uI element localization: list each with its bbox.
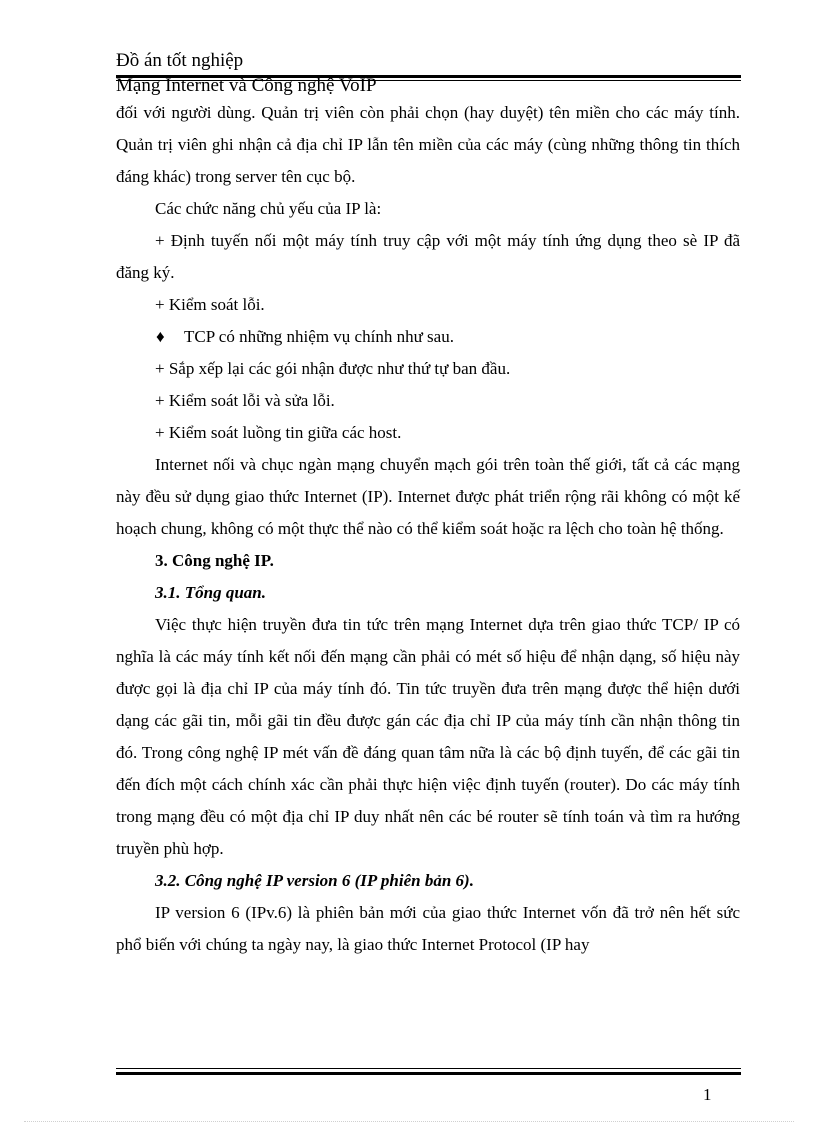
page-number: 1	[703, 1085, 712, 1104]
page-edge-divider	[24, 1121, 794, 1122]
paragraph: + Kiểm soát lỗi.	[155, 295, 265, 314]
diamond-bullet-icon: ♦	[156, 327, 165, 346]
subsection-heading: 3.1. Tổng quan.	[155, 583, 266, 602]
document-body	[116, 97, 740, 961]
paragraph: + Kiểm soát lỗi và sửa lỗi.	[155, 391, 335, 410]
section-heading: 3. Công nghệ IP.	[155, 551, 274, 570]
header-subtitle: Mạng Internet và Công nghệ VoIP	[116, 75, 377, 96]
footer-rule-thin	[116, 1068, 741, 1069]
header-title: Đồ án tốt nghiệp	[116, 50, 244, 71]
paragraph: Việc thực hiện truyền đưa tin tức trên mạng Internet dựa trên giao thức TCP/ IP có nghĩa là các máy tính kết nối đến mạng cần phải có mét số hiệu để nhận dạng, số hiệu này được gọi là địa chỉ IP của máy tính đó. Tin tức truyền đưa trên mạng được thể hiện dưới dạng các gãi tin, mỗi gãi tin đều được gán các địa chỉ IP của máy tính cần nhận thông tin đó. Trong công nghệ IP mét vấn đề đáng quan tâm nữa là các bộ định tuyến, để các gãi tin đến đích một cách chính xác cần phải thực hiện việc định tuyến (router). Do các máy tính trong mạng đều có một địa chỉ IP duy nhất nên các bé router sẽ tính toán và tìm ra hướng truyền phù hợp.	[116, 615, 740, 858]
footer-rule-thick	[116, 1072, 741, 1075]
bullet-text: TCP có những nhiệm vụ chính như sau.	[184, 327, 454, 346]
paragraph: + Sắp xếp lại các gói nhận được như thứ tự ban đầu.	[155, 359, 511, 378]
paragraph: IP version 6 (IPv.6) là phiên bản mới của giao thức Internet vốn đã trở nên hết sức phổ biến với chúng ta ngày nay, là giao thức Internet Protocol (IP hay	[116, 903, 740, 954]
paragraph: Các chức năng chủ yếu của IP là:	[155, 199, 382, 218]
subsection-heading: 3.2. Công nghệ IP version 6 (IP phiên bản 6).	[155, 871, 474, 890]
paragraph: + Định tuyến nối một máy tính truy cập với một máy tính ứng dụng theo sè IP đã đăng ký.	[116, 231, 740, 282]
paragraph: + Kiểm soát luồng tin giữa các host.	[155, 423, 402, 442]
paragraph: đối với người dùng. Quản trị viên còn phải chọn (hay duyệt) tên miền cho các máy tính. Quản trị viên ghi nhận cả địa chỉ IP lẫn tên miền của các máy (cùng những thông tin thích đáng khác) trong server tên cục bộ.	[116, 103, 740, 186]
paragraph: Internet nối và chục ngàn mạng chuyển mạch gói trên toàn thế giới, tất cả các mạng này đều sử dụng giao thức Internet (IP). Internet được phát triển rộng rãi không có một kế hoạch chung, không có một thực thể nào có thể kiểm soát hoặc ra lệch cho toàn hệ thống.	[116, 455, 740, 538]
bullet-item	[116, 321, 740, 353]
